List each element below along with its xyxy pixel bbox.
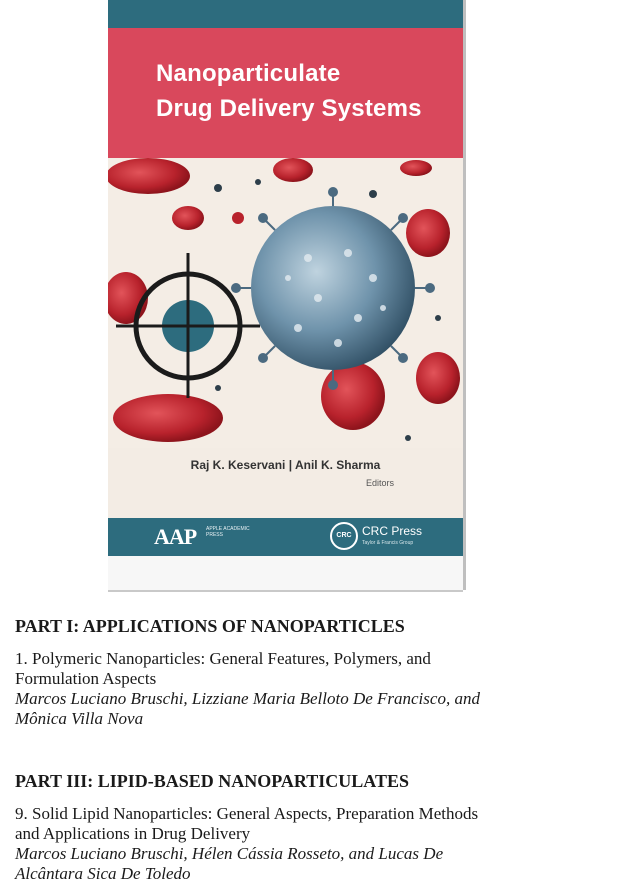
blood-cell bbox=[113, 394, 223, 442]
chapter-authors-line: Alcântara Sica De Toledo bbox=[15, 864, 191, 883]
cover-illustration bbox=[108, 158, 463, 448]
editors-role: Editors bbox=[366, 478, 395, 488]
blood-cell bbox=[416, 352, 460, 404]
chapter-title-line: 9. Solid Lipid Nanoparticles: General Aspects, Preparation Methods bbox=[15, 804, 479, 823]
chapter-authors-line: Mônica Villa Nova bbox=[15, 709, 144, 728]
part-heading: PART I: APPLICATIONS OF NANOPARTICLES bbox=[15, 616, 405, 636]
blood-cell bbox=[406, 209, 450, 257]
chapter-authors-line: Marcos Luciano Bruschi, Lizziane Maria Belloto De Francisco, and bbox=[15, 689, 480, 708]
book-title bbox=[156, 56, 446, 126]
chapter-title-line: 1. Polymeric Nanoparticles: General Features, Polymers, and bbox=[15, 649, 431, 668]
aap-logo-subtitle: APPLE ACADEMIC PRESS bbox=[206, 526, 250, 538]
part-heading: PART III: LIPID-BASED NANOPARTICULATES bbox=[15, 771, 409, 791]
blood-cell bbox=[108, 158, 190, 194]
book-title-line-1: Nanoparticulate bbox=[156, 60, 341, 87]
book-cover bbox=[108, 0, 463, 590]
blood-cell bbox=[400, 160, 432, 176]
cover-bottom-strip bbox=[108, 556, 463, 590]
blood-cell bbox=[321, 362, 385, 430]
toc-section bbox=[15, 770, 620, 884]
cover-top-strip bbox=[108, 0, 463, 28]
editors-names: Raj K. Keservani | Anil K. Sharma bbox=[190, 458, 381, 472]
table-of-contents bbox=[15, 615, 620, 883]
nanoparticle bbox=[251, 206, 415, 370]
toc-section bbox=[15, 615, 620, 729]
crc-press-name: CRC Press bbox=[362, 524, 423, 538]
chapter-title-line: and Applications in Drug Delivery bbox=[15, 824, 251, 843]
blood-cell bbox=[232, 212, 244, 224]
blood-cell bbox=[273, 158, 313, 182]
blood-cell bbox=[172, 206, 204, 230]
crc-logo-icon: CRC bbox=[330, 522, 358, 550]
chapter-title-line: Formulation Aspects bbox=[15, 669, 157, 688]
crc-press-subtitle: Taylor & Francis Group bbox=[362, 540, 414, 546]
aap-logo: AAP bbox=[154, 524, 197, 549]
book-title-line-2: Drug Delivery Systems bbox=[156, 95, 422, 122]
chapter-authors-line: Marcos Luciano Bruschi, Hélen Cássia Rosseto, and Lucas De bbox=[15, 844, 444, 863]
